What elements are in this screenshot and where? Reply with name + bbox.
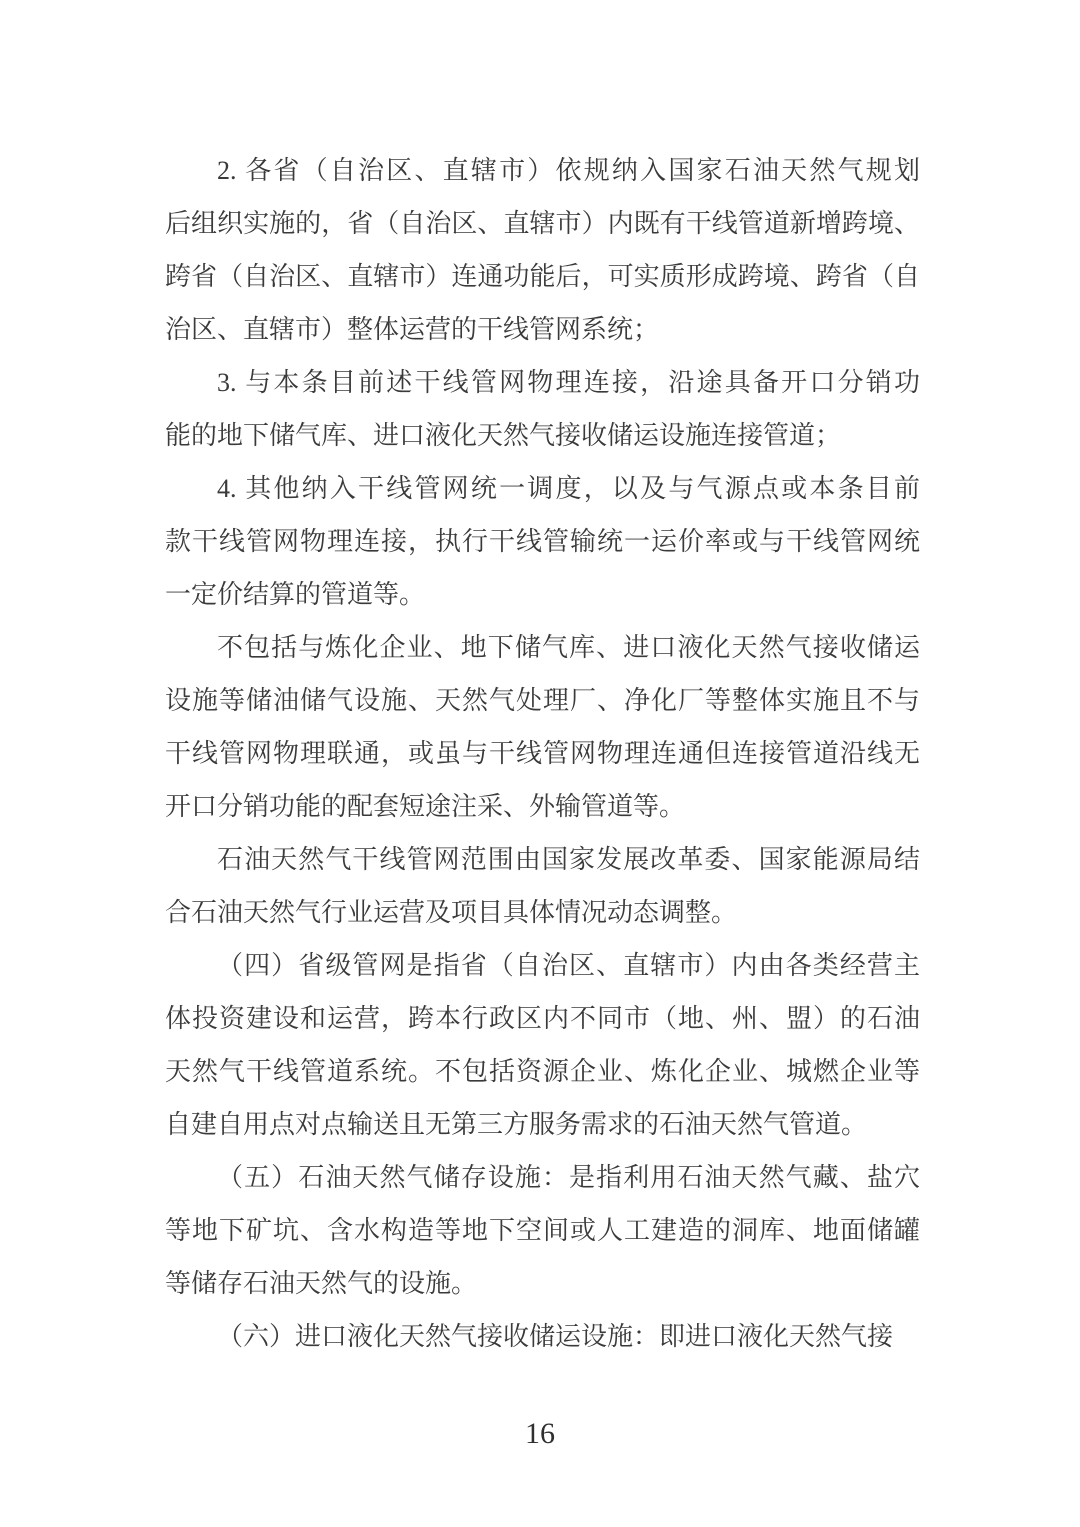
text-line: 开口分销功能的配套短途注采、外输管道等。 (165, 792, 686, 821)
text-line: 款干线管网物理连接，执行干线管输统一运价率或与干线管网统 (165, 527, 920, 556)
text-line: （六）进口液化天然气接收储运设施：即进口液化天然气接 (217, 1322, 894, 1351)
paragraph-item-3 (165, 356, 920, 462)
paragraph-definition-5-storage-facilities (165, 1151, 920, 1310)
paragraph-definition-4-provincial-network (165, 939, 920, 1151)
text-line: 干线管网物理联通，或虽与干线管网物理连通但连接管道沿线无 (165, 739, 920, 768)
document-body (165, 144, 920, 1363)
text-line: 合石油天然气行业运营及项目具体情况动态调整。 (165, 898, 738, 927)
text-line: 不包括与炼化企业、地下储气库、进口液化天然气接收储运 (217, 633, 920, 662)
paragraph-item-4 (165, 462, 920, 621)
text-line: 能的地下储气库、进口液化天然气接收储运设施连接管道； (165, 421, 842, 450)
text-line: 设施等储油储气设施、天然气处理厂、净化厂等整体实施且不与 (165, 686, 920, 715)
paragraph-item-2 (165, 144, 920, 356)
text-line: 4. 其他纳入干线管网统一调度，以及与气源点或本条目前 (217, 474, 920, 503)
paragraph-definition-6-lng-receiving-facilities (165, 1310, 920, 1363)
text-line: 3. 与本条目前述干线管网物理连接，沿途具备开口分销功 (217, 368, 920, 397)
text-line: 体投资建设和运营，跨本行政区内不同市（地、州、盟）的石油 (165, 1004, 920, 1033)
text-line: 治区、直辖市）整体运营的干线管网系统； (165, 315, 660, 344)
text-line: 等储存石油天然气的设施。 (165, 1269, 478, 1298)
text-line: 天然气干线管道系统。不包括资源企业、炼化企业、城燃企业等 (165, 1057, 920, 1086)
text-line: 等地下矿坑、含水构造等地下空间或人工建造的洞库、地面储罐 (165, 1216, 920, 1245)
text-line: 一定价结算的管道等。 (165, 580, 426, 609)
text-line: 2. 各省（自治区、直辖市）依规纳入国家石油天然气规划 (217, 156, 920, 185)
paragraph-scope-adjustment-note (165, 833, 920, 939)
text-line: 石油天然气干线管网范围由国家发展改革委、国家能源局结 (217, 845, 920, 874)
text-line: 跨省（自治区、直辖市）连通功能后，可实质形成跨境、跨省（自 (165, 262, 920, 291)
text-line: 自建自用点对点输送且无第三方服务需求的石油天然气管道。 (165, 1110, 868, 1139)
text-line: （四）省级管网是指省（自治区、直辖市）内由各类经营主 (217, 951, 920, 980)
page-number: 16 (525, 1417, 555, 1450)
paragraph-exclusion-note (165, 621, 920, 833)
text-line: 后组织实施的，省（自治区、直辖市）内既有干线管道新增跨境、 (165, 209, 920, 238)
text-line: （五）石油天然气储存设施：是指利用石油天然气藏、盐穴 (217, 1163, 920, 1192)
